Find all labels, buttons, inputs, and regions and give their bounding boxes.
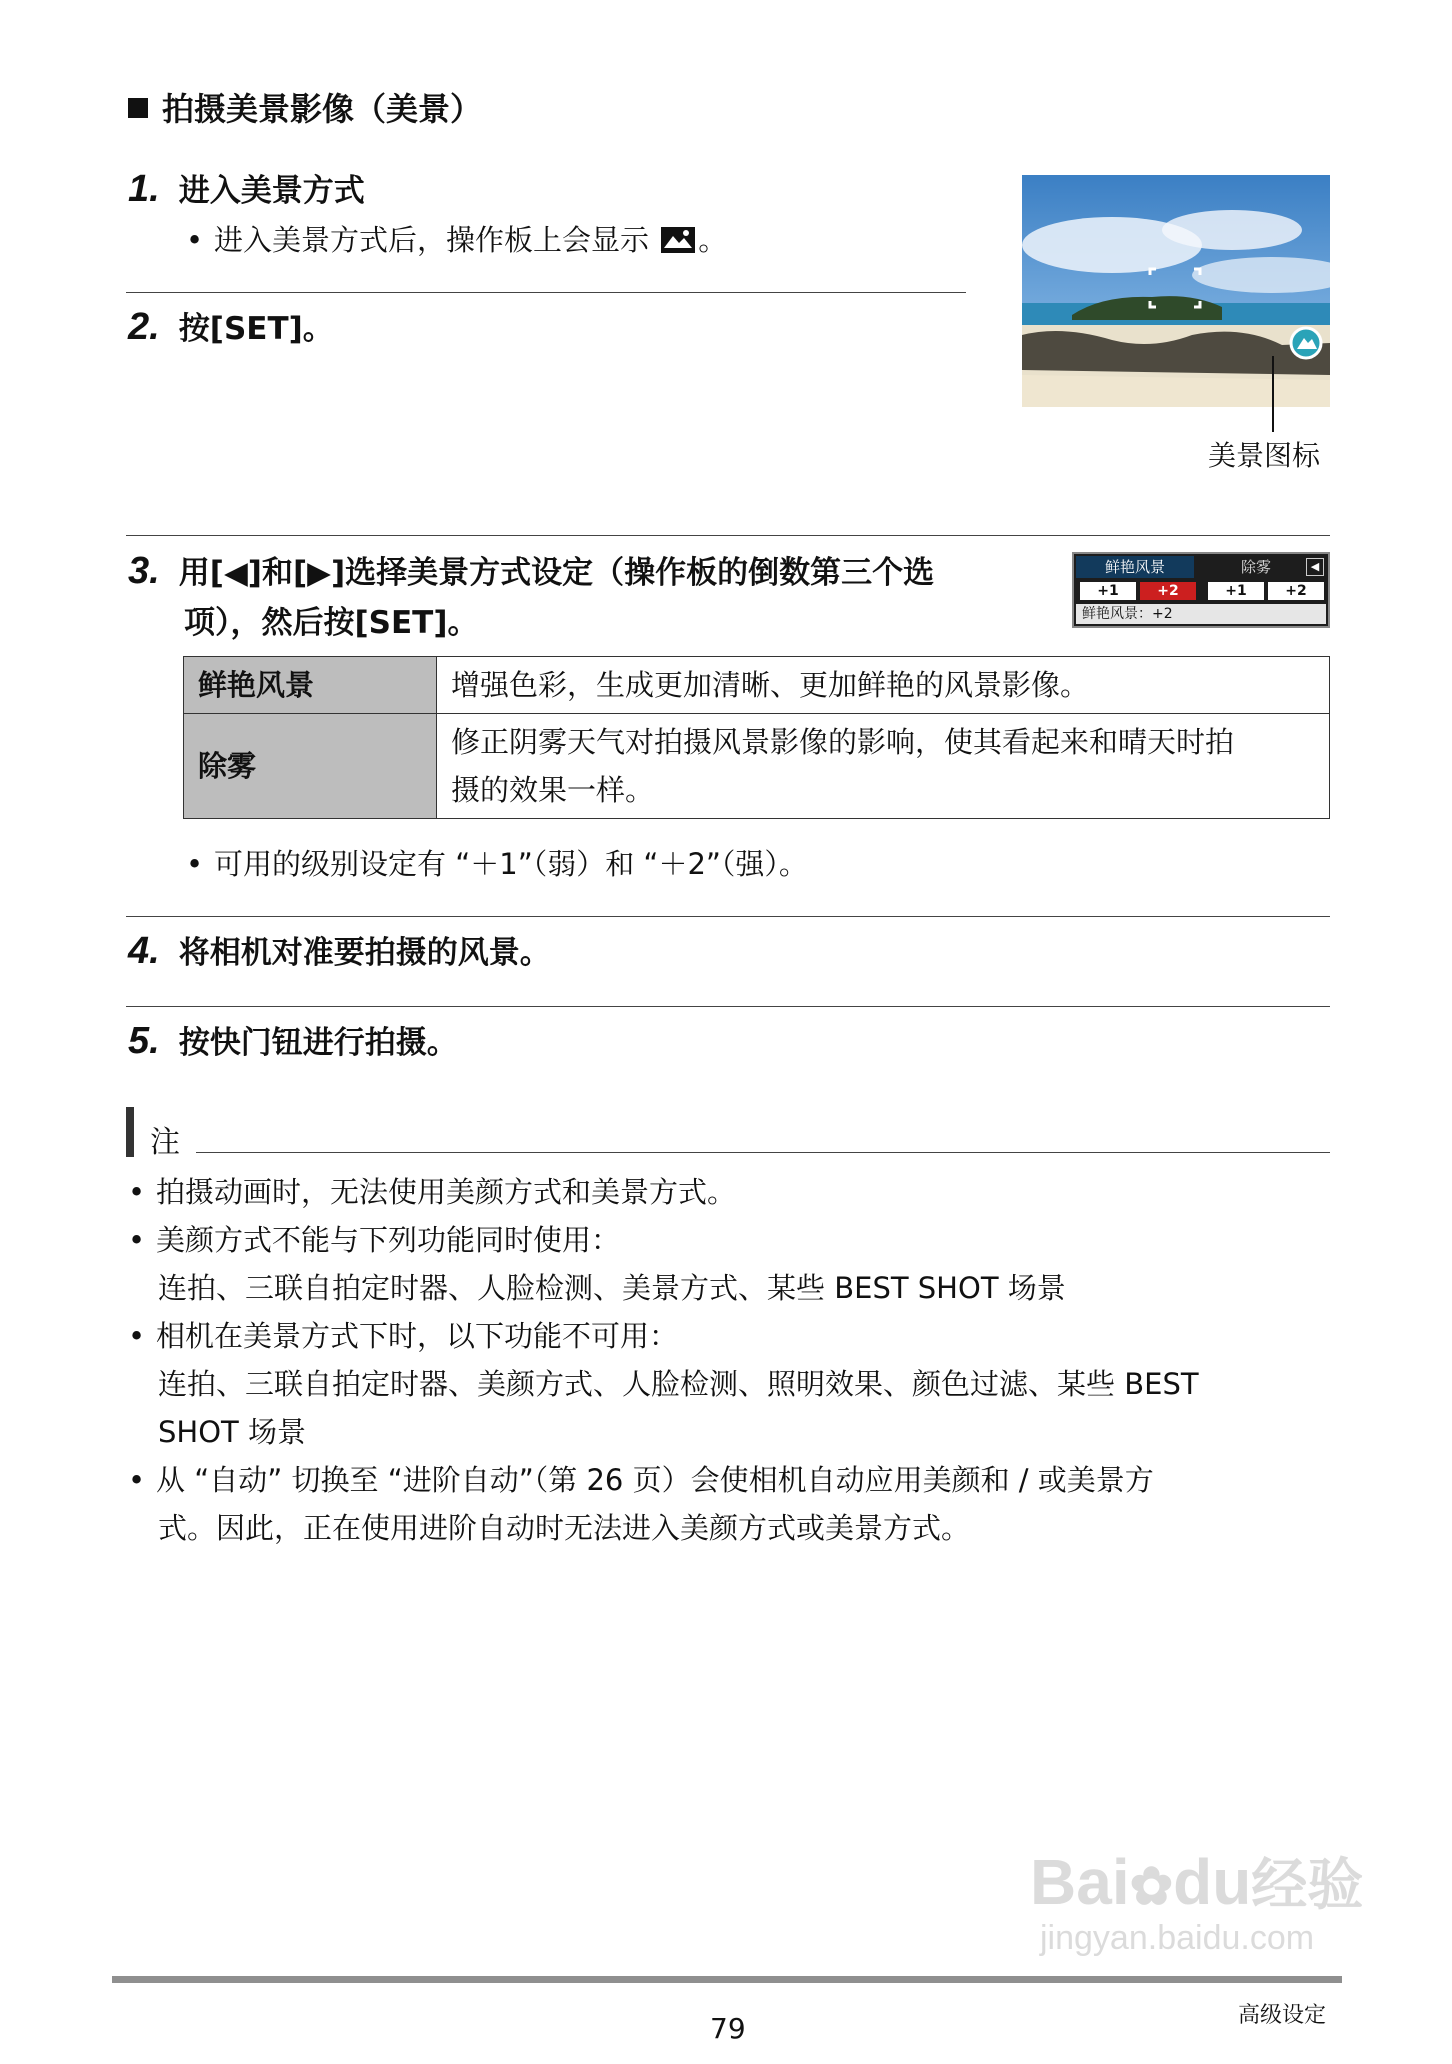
callout-line <box>1272 356 1274 432</box>
step-1-bullet: • 进入美景方式后，操作板上会显示 。 <box>186 216 727 264</box>
note-item: • 从 “自动” 切换至 “进阶自动”（第 26 页）会使相机自动应用美颜和 / 或美景方 式。因此，正在使用进阶自动时无法进入美颜方式或美景方式。 <box>128 1463 1154 1545</box>
level-option: +2 <box>1268 582 1324 600</box>
page-number: 79 <box>710 2012 746 2045</box>
table-row <box>184 714 1330 819</box>
landscape-mode-icon <box>660 220 696 248</box>
step-5 <box>128 1018 458 1068</box>
note-item: • 相机在美景方式下时，以下功能不可用： 连拍、三联自拍定时器、美颜方式、人脸检测、照明效果、颜色过滤、某些 BEST SHOT 场景 <box>128 1319 1199 1449</box>
square-bullet-icon <box>128 98 148 118</box>
step-1 <box>128 166 365 216</box>
options-table <box>183 656 1330 819</box>
step-title: 进入美景方式 <box>178 173 365 209</box>
menu-back-icon: ◀ <box>1306 558 1324 576</box>
menu-tab-vivid: 鲜艳风景 <box>1076 556 1194 578</box>
note-item: • 美颜方式不能与下列功能同时使用： 连拍、三联自拍定时器、人脸检测、美景方式、某些 BEST SHOT 场景 <box>128 1223 1066 1305</box>
divider <box>126 292 966 293</box>
option-name: 除雾 <box>184 714 437 819</box>
section-title: 拍摄美景影像（美景） <box>128 84 482 130</box>
step-title: 用[◀]和[▶]选择美景方式设定（操作板的倒数第三个选 <box>178 555 935 591</box>
option-name: 鲜艳风景 <box>184 657 437 714</box>
level-option: +1 <box>1080 582 1136 600</box>
step-title: 按[SET]。 <box>178 311 334 347</box>
menu-tab-dehaze: 除雾 <box>1240 558 1271 576</box>
footer-section-label: 高级设定 <box>1238 2003 1327 2028</box>
note-item: • 拍摄动画时，无法使用美颜方式和美景方式。 <box>128 1175 737 1209</box>
option-description: 修正阴雾天气对拍摄风景影像的影响，使其看起来和晴天时拍 摄的效果一样。 <box>437 714 1330 819</box>
level-option-selected: +2 <box>1140 582 1196 600</box>
note-label: 注 <box>150 1125 180 1160</box>
camera-menu-panel <box>1072 552 1330 628</box>
option-description: 增强色彩，生成更加清晰、更加鲜艳的风景影像。 <box>437 657 1330 714</box>
step-number: 2. <box>128 306 160 348</box>
step-4 <box>128 928 551 978</box>
step-title: 将相机对准要拍摄的风景。 <box>178 935 551 971</box>
note-divider <box>196 1152 1330 1153</box>
step-number: 4. <box>128 930 160 972</box>
step-3 <box>128 548 1048 598</box>
level-option: +1 <box>1208 582 1264 600</box>
photo-caption: 美景图标 <box>1208 439 1321 472</box>
step-number: 5. <box>128 1020 160 1062</box>
step-title-continued: 项），然后按[SET]。 <box>184 605 479 641</box>
levels-note: • 可用的级别设定有 “＋1”（弱）和 “＋2”（强）。 <box>186 847 808 881</box>
menu-status: 鲜艳风景：+2 <box>1076 604 1326 624</box>
divider <box>126 535 1330 536</box>
baidu-watermark: Bai✿du经验 jingyan.baidu.com <box>1030 1846 1364 1957</box>
beach-landscape-photo <box>1022 175 1330 407</box>
divider <box>126 1006 1330 1007</box>
table-row <box>184 657 1330 714</box>
paw-icon: ✿ <box>1129 1858 1174 1916</box>
divider <box>126 916 1330 917</box>
footer-bar <box>112 1976 1342 1983</box>
step-title: 按快门钮进行拍摄。 <box>178 1025 458 1061</box>
step-2 <box>128 304 334 354</box>
step-number: 3. <box>128 550 160 592</box>
step-number: 1. <box>128 168 160 210</box>
note-bar <box>126 1107 134 1157</box>
